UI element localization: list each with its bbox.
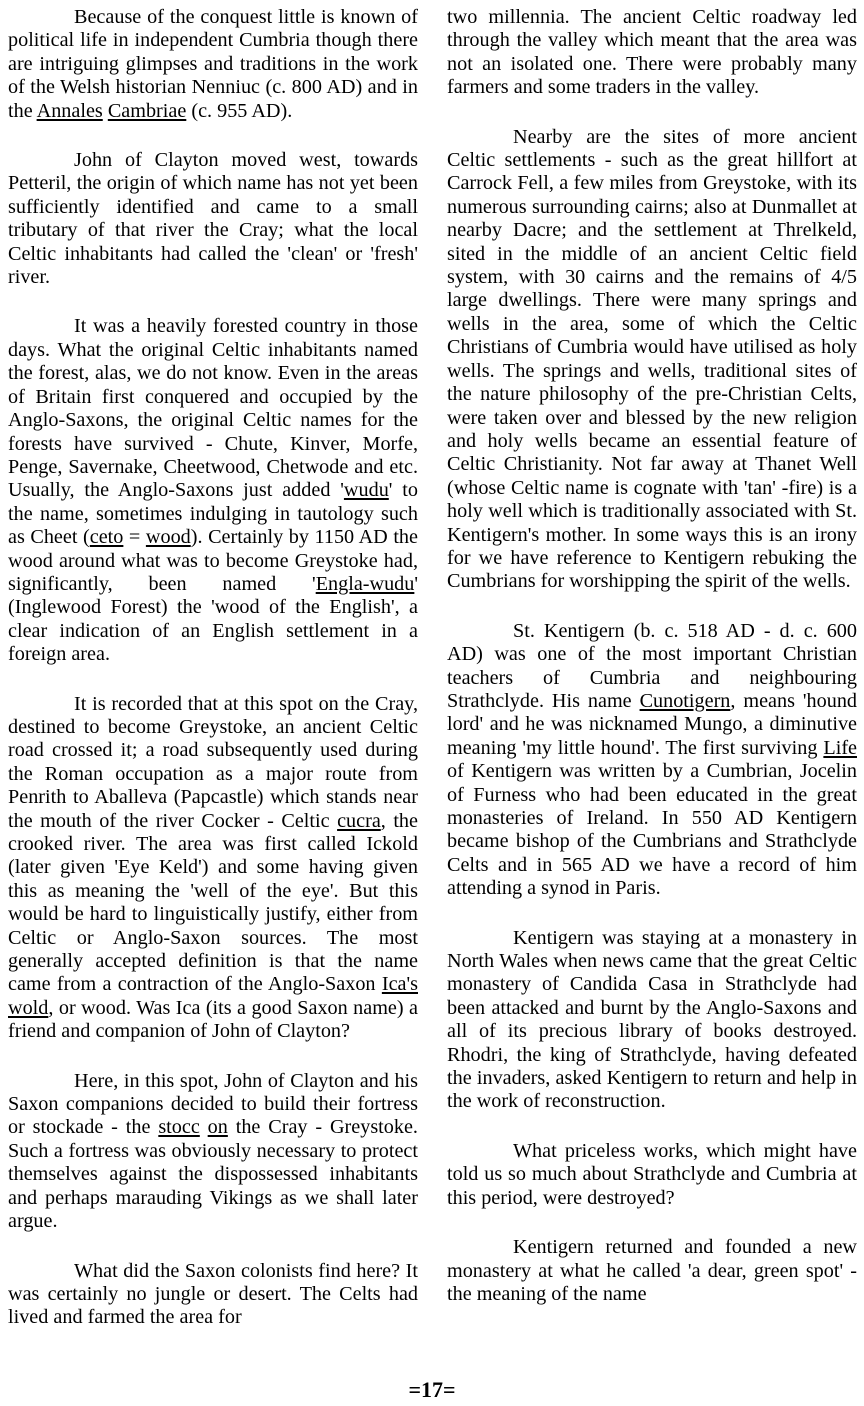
text-run: Kentigern returned and founded a new monastery at what he called 'a dear, green spot' - the meaning of the name — [447, 1236, 857, 1305]
text-run: ). Certainly by 1150 AD the wood around what was to become Greystoke had, significantly, been named ' — [8, 526, 418, 595]
underlined-term: wold — [8, 996, 49, 1019]
left-column — [8, 6, 418, 1330]
underlined-term: on — [207, 1116, 228, 1139]
underlined-term: wood — [145, 526, 191, 549]
underlined-term: wudu — [343, 479, 389, 502]
text-run: What priceless works, which might have told us so much about Strathclyde and Cumbria at this period, were destroyed? — [447, 1139, 857, 1209]
underlined-term: Annales — [36, 99, 103, 122]
paragraph — [8, 693, 418, 1044]
paragraph — [447, 6, 857, 100]
right-column — [447, 6, 857, 1306]
text-run: It is recorded that at this spot on the Cray, destined to become Greystoke, an ancient Celtic road crossed it; a road subsequently used during the Roman occupation as a major route from Penrith to Aballeva (Papcastle) which stands near the mouth of the river Cocker - Celtic — [8, 692, 418, 832]
text-run: Nearby are the sites of more ancient Celtic settlements - such as the great hillfort at Carrock Fell, a few miles from Greystoke, with its numerous surrounding cairns; also at Dunmallet at nearby Dacre; and the settlement at Threlkeld, sited in the middle of an ancient Celtic field system, with 30 cairns and the remains of 4/5 large dwellings. There were many springs and wells in the area, some of which the Celtic Christians of Cumbria would have utilised as holy wells. The springs and wells, traditional sites of the nature philosophy of the pre-Christian Celts, were taken over and blessed by the new religion and holy wells became an essential feature of Celtic Christianity. Not far away at Thanet Well (whose Celtic name is cognate with 'tan' -fire) is a holy well which is traditionally associated with St. Kentigern's mother. In some ways this is an irony for we have reference to Kentigern rebuking the Cumbrians for worshipping the spirit of the wells. — [447, 125, 857, 593]
underlined-term: Ica's — [381, 973, 418, 996]
text-run: the Cray - Greystoke. Such a fortress was obviously necessary to protect themselves against the dispossessed inhabitants and perhaps marauding Vikings as we shall later argue. — [8, 1116, 418, 1233]
paragraph — [447, 620, 857, 901]
paragraph — [447, 126, 857, 594]
paragraph — [8, 1260, 418, 1330]
text-run: What did the Saxon colonists find here? It was certainly no jungle or desert. The Celts had lived and farmed the area for — [8, 1259, 418, 1329]
text-run: (c. 955 AD). — [186, 99, 293, 122]
text-run: Kentigern was staying at a monastery in North Wales when news came that the great Celtic monastery of Candida Casa in Strathclyde had been attacked and burnt by the Anglo-Saxons and all of its precious library of books destroyed. Rhodri, the king of Strathclyde, having defeated the invaders, asked Kentigern to return and help in the work of reconstruction. — [447, 926, 857, 1113]
underlined-term: Cunotigern — [639, 689, 731, 712]
paragraph — [447, 1236, 857, 1306]
text-run: , or wood. Was Ica (its a good Saxon name) a friend and companion of John of Clayton? — [8, 996, 418, 1043]
text-run: of Kentigern was written by a Cumbrian, Jocelin of Furness who had been educated in the great monasteries of Ireland. In 550 AD Kentigern became bishop of the Cumbrians and Strathclyde Celts and in 565 AD we have a record of him attending a synod in Paris. — [447, 760, 857, 900]
paragraph — [8, 149, 418, 289]
text-run: = — [123, 526, 146, 549]
text-run: St. Kentigern (b. c. 518 AD - d. c. 600 AD) was one of the most important Christian teachers of Cumbria and neighbouring Strathclyde. His name — [447, 619, 857, 712]
paragraph — [8, 1070, 418, 1234]
text-run: ' (Inglewood Forest) the 'wood of the English', a clear indication of an English settlement in a foreign area. — [8, 572, 418, 666]
text-run: , the crooked river. The area was first called Ickold (later given 'Eye Keld') and some having given this as meaning the 'well of the eye'. But this would be hard to linguistically justify, either from Celtic or Anglo-Saxon sources. The most generally accepted definition is that the name came from a contraction of the Anglo-Saxon — [8, 809, 418, 996]
paragraph — [8, 315, 418, 666]
text-run: It was a heavily forested country in those days. What the original Celtic inhabitants named the forest, alas, we do not know. Even in the areas of Britain first conquered and occupied by the Anglo-Saxons, the original Celtic names for the forests have survived - Chute, Kinver, Morfe, Penge, Savernake, Cheetwood, Chetwode and etc. Usually, the Anglo-Saxons just added ' — [8, 315, 418, 502]
page-number: =17= — [408, 1377, 456, 1402]
underlined-term: Life — [823, 736, 857, 759]
underlined-term: Cambriae — [107, 99, 187, 122]
text-run: , means 'hound lord' and he was nicknamed Mungo, a diminutive meaning 'my little hound'. The first surviving — [447, 689, 858, 759]
paragraph — [8, 6, 418, 123]
underlined-term: Engla-wudu — [315, 572, 415, 595]
underlined-term: ceto — [89, 526, 124, 549]
paragraph — [447, 1140, 857, 1210]
text-run: two millennia. The ancient Celtic roadway led through the valley which meant that the area was not an isolated one. There were probably many farmers and some traders in the valley. — [447, 6, 857, 99]
underlined-term: cucra — [337, 809, 381, 832]
text-run: Because of the conquest little is known of political life in independent Cumbria though there are intriguing glimpses and traditions in the work of the Welsh historian Nenniuc (c. 800 AD) and in the — [8, 6, 418, 122]
underlined-term: stocc — [158, 1116, 200, 1139]
text-run: John of Clayton moved west, towards Petteril, the origin of which name has not yet been sufficiently identified and came to a small tributary of that river the Cray; what the local Celtic inhabitants had called the 'clean' or 'fresh' river. — [8, 149, 418, 289]
text-run — [200, 1116, 208, 1138]
text-run: ' to the name, sometimes indulging in tautology such as Cheet ( — [8, 479, 418, 549]
text-run: Here, in this spot, John of Clayton and his Saxon companions decided to build their fortress or stockade - the — [8, 1069, 418, 1139]
paragraph — [447, 927, 857, 1114]
